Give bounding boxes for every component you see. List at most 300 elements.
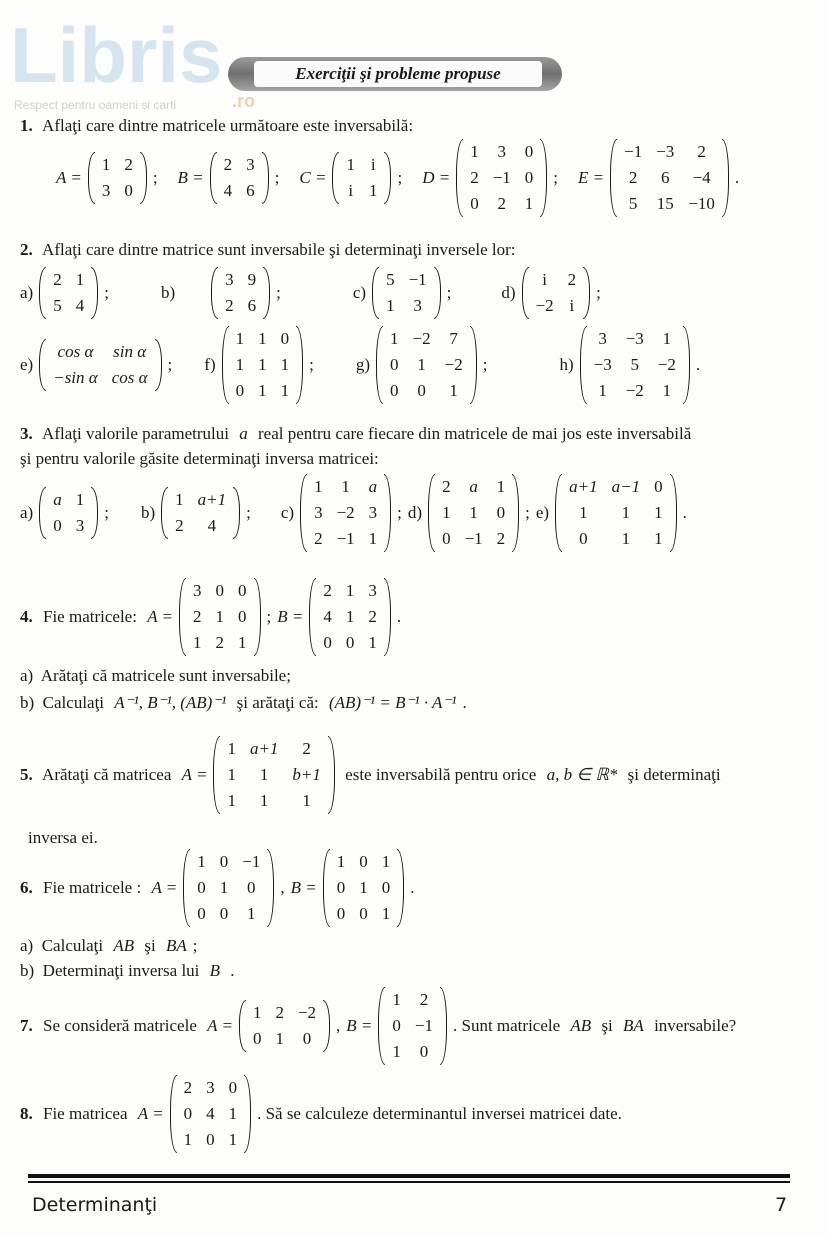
- exercise-2-row-1: [20, 267, 601, 319]
- matrix-entry: 1: [183, 1130, 193, 1149]
- exercise-3-statement-2: [20, 449, 379, 469]
- exercise-number: 8.: [20, 1104, 33, 1123]
- matrix-entry: 1: [280, 381, 290, 400]
- matrix-entry: 1: [449, 381, 458, 400]
- matrix-entry: 1: [621, 529, 631, 548]
- matrix-entry: 2: [223, 155, 233, 174]
- matrix-entry: 1: [175, 490, 184, 509]
- text: f): [204, 355, 216, 374]
- math-expression: D =: [422, 168, 451, 187]
- text: ;: [525, 503, 530, 522]
- math-expression: (AB)⁻¹ = B⁻¹ · A⁻¹: [328, 693, 457, 712]
- text: şi: [140, 936, 160, 955]
- matrix: [300, 474, 391, 552]
- exercise-5-statement: [20, 736, 721, 814]
- matrix-entry: 1: [442, 503, 451, 522]
- matrix-entry: 0: [197, 904, 206, 923]
- text: c): [352, 283, 367, 302]
- text: real pentru care fiecare din matricele de mai jos este inversabilă: [253, 424, 692, 443]
- text: şi: [597, 1016, 618, 1035]
- text: Aflaţi valorile parametrului: [38, 424, 234, 443]
- matrix-entry: 6: [661, 168, 670, 187]
- matrix: [372, 267, 441, 319]
- math-expression: A =: [181, 765, 208, 784]
- text: e): [20, 355, 34, 374]
- matrix-entry: 0: [323, 633, 332, 652]
- matrix-entry: 0: [417, 381, 426, 400]
- matrix-entry: 1: [381, 904, 391, 923]
- matrix-entry: 1: [359, 878, 368, 897]
- matrix-entry: 1: [341, 477, 350, 496]
- matrix-entry: −1: [414, 1016, 433, 1035]
- matrix: [309, 578, 391, 656]
- exercise-number: 2.: [20, 240, 33, 259]
- matrix-entry: i: [542, 270, 547, 289]
- text: şi determinaţi: [623, 765, 721, 784]
- matrix-entry: 4: [323, 607, 332, 626]
- matrix-entry: 0: [579, 529, 588, 548]
- matrix-entry: 2: [323, 581, 332, 600]
- matrix-entry: 1: [368, 529, 378, 548]
- exercise-3-statement-1: [20, 424, 691, 444]
- math-expression: B: [209, 961, 221, 980]
- text: . Sunt matricele: [452, 1016, 565, 1035]
- matrix: [456, 139, 547, 217]
- matrix-entry: i: [370, 155, 376, 174]
- matrix-entry: 0: [197, 878, 206, 897]
- text: .: [396, 607, 402, 626]
- matrix-entry: 0: [280, 329, 290, 348]
- matrix-entry: 1: [470, 142, 479, 161]
- math-expression: B =: [290, 878, 317, 897]
- matrix: [161, 487, 240, 539]
- matrix-entry: 7: [449, 329, 458, 348]
- matrix-entry: 3: [246, 155, 255, 174]
- text: a): [20, 503, 34, 522]
- matrix-entry: 2: [419, 990, 429, 1009]
- matrix-entry: 0: [359, 904, 368, 923]
- exercise-6-part-b: [20, 961, 235, 981]
- exercise-number: 5.: [20, 765, 33, 784]
- matrix-entry: 4: [206, 1104, 215, 1123]
- text: b): [160, 283, 176, 302]
- text: inversabile?: [649, 1016, 737, 1035]
- matrix-entry: 2: [275, 1003, 284, 1022]
- matrix-entry: 2: [442, 477, 451, 496]
- matrix-entry: 4: [75, 296, 85, 315]
- matrix-entry: −2: [336, 503, 355, 522]
- matrix-entry: −2: [625, 381, 644, 400]
- footer-rule-thin: [28, 1181, 790, 1183]
- matrix-entry: 1: [259, 791, 269, 810]
- matrix: [522, 267, 591, 319]
- matrix-entry: −1: [492, 168, 511, 187]
- matrix-entry: 0: [124, 181, 133, 200]
- matrix-entry: 1: [302, 791, 311, 810]
- text: ;: [446, 283, 452, 302]
- matrix-entry: 1: [524, 194, 534, 213]
- matrix-entry: 1: [259, 765, 269, 784]
- matrix-entry: 2: [302, 739, 311, 758]
- text: .: [734, 168, 740, 187]
- matrix-entry: 0: [219, 852, 229, 871]
- matrix-entry: −1: [464, 529, 483, 548]
- math-expression: E =: [578, 168, 605, 187]
- matrix-entry: 0: [442, 529, 451, 548]
- math-expression: A =: [207, 1016, 233, 1035]
- matrix-entry: −2: [657, 355, 676, 374]
- matrix-entry: 2: [215, 633, 224, 652]
- matrix-entry: 0: [345, 633, 355, 652]
- footer-rule-thick: [28, 1174, 790, 1178]
- text: ;: [246, 503, 251, 522]
- exercise-2-statement: [20, 240, 516, 260]
- exercise-3-matrices: [20, 474, 687, 552]
- math-expression: B =: [177, 168, 204, 187]
- text: b) Calculaţi: [20, 693, 109, 712]
- matrix-entry: 15: [656, 194, 674, 213]
- text: . Să se calculeze determinantul inversei matricei date.: [257, 1104, 622, 1123]
- exercise-4-part-b: [20, 693, 467, 713]
- math-expression: a, b ∈ ℝ*: [546, 765, 618, 784]
- text: Aflaţi care dintre matrice sunt inversabile şi determinaţi inversele lor:: [38, 240, 516, 259]
- matrix-entry: 0: [381, 878, 391, 897]
- text: a): [20, 283, 34, 302]
- matrix-entry: 0: [183, 1104, 193, 1123]
- matrix: [39, 339, 161, 391]
- matrix-entry: −1: [242, 852, 261, 871]
- matrix-entry: 2: [470, 168, 479, 187]
- matrix-entry: 2: [124, 155, 133, 174]
- matrix-entry: 1: [496, 477, 506, 496]
- matrix-entry: 0: [215, 581, 224, 600]
- matrix-entry: 1: [75, 490, 85, 509]
- matrix-entry: 1: [392, 990, 401, 1009]
- matrix-entry: sin α: [113, 342, 147, 361]
- matrix-entry: a: [368, 477, 378, 496]
- text: Fie matricele :: [38, 878, 146, 897]
- matrix-entry: −2: [444, 355, 463, 374]
- matrix-entry: −10: [688, 194, 715, 213]
- text: ,: [336, 1016, 341, 1035]
- matrix-entry: 0: [496, 503, 506, 522]
- matrix-entry: 1: [345, 581, 355, 600]
- matrix-entry: 0: [53, 516, 62, 535]
- matrix-entry: 3: [413, 296, 422, 315]
- text: b): [140, 503, 156, 522]
- matrix: [610, 139, 729, 217]
- text: ;: [553, 168, 559, 187]
- matrix-entry: 0: [470, 194, 479, 213]
- text: Aflaţi care dintre matricele următoare este inversabilă:: [38, 116, 414, 135]
- matrix-entry: 1: [345, 607, 355, 626]
- matrix: [39, 487, 98, 539]
- matrix: [210, 152, 269, 204]
- matrix: [213, 736, 334, 814]
- matrix-entry: a: [469, 477, 478, 496]
- matrix-entry: −2: [535, 296, 554, 315]
- matrix-entry: 1: [336, 852, 346, 871]
- matrix-entry: 2: [53, 270, 62, 289]
- text: Se consideră matricele: [38, 1016, 202, 1035]
- text: b) Determinaţi inversa lui: [20, 961, 204, 980]
- matrix-entry: 1: [654, 503, 663, 522]
- matrix-entry: a+1: [249, 739, 279, 758]
- matrix-entry: 3: [368, 581, 377, 600]
- matrix-entry: 1: [227, 765, 236, 784]
- matrix-entry: 1: [314, 477, 323, 496]
- matrix-entry: 5: [630, 355, 639, 374]
- matrix-entry: 3: [497, 142, 506, 161]
- matrix-entry: a−1: [611, 477, 641, 496]
- matrix-entry: 1: [386, 296, 395, 315]
- exercise-2-row-2: [20, 326, 700, 404]
- matrix: [179, 578, 261, 656]
- matrix-entry: 0: [390, 381, 399, 400]
- matrix-entry: 1: [368, 633, 377, 652]
- matrix-entry: 1: [235, 355, 245, 374]
- math-expression: A =: [151, 878, 178, 897]
- matrix: [555, 474, 676, 552]
- math-expression: B =: [346, 1016, 373, 1035]
- matrix-entry: 0: [247, 878, 256, 897]
- matrix-entry: i: [348, 181, 354, 200]
- math-expression: A⁻¹, B⁻¹, (AB)⁻¹: [114, 693, 227, 712]
- text: .: [682, 503, 687, 522]
- text: .: [410, 878, 415, 897]
- text: ;: [276, 283, 281, 302]
- math-expression: C =: [299, 168, 327, 187]
- matrix-entry: 5: [386, 270, 395, 289]
- watermark-suffix: .ro: [232, 91, 256, 111]
- math-expression: a: [239, 424, 248, 443]
- matrix: [211, 267, 270, 319]
- matrix-entry: 1: [258, 381, 267, 400]
- matrix-entry: 2: [193, 607, 202, 626]
- math-expression: A =: [147, 607, 173, 626]
- matrix-entry: cos α: [57, 342, 94, 361]
- matrix-entry: cos α: [111, 368, 148, 387]
- text: ;: [274, 168, 280, 187]
- matrix-entry: a: [53, 490, 62, 509]
- matrix-entry: 4: [223, 181, 233, 200]
- matrix-entry: 2: [368, 607, 377, 626]
- matrix: [323, 849, 405, 927]
- matrix-entry: 1: [258, 355, 267, 374]
- exercise-number: 3.: [20, 424, 33, 443]
- matrix-entry: 1: [621, 503, 631, 522]
- matrix-entry: 2: [567, 270, 577, 289]
- matrix: [170, 1075, 252, 1153]
- text: şi arătaţi că:: [232, 693, 323, 712]
- exercise-5-end: [28, 828, 98, 848]
- text: ;: [104, 503, 109, 522]
- matrix-entry: 1: [197, 852, 206, 871]
- text: inversa ei.: [28, 828, 98, 847]
- exercise-number: 6.: [20, 878, 33, 897]
- text: Fie matricele:: [38, 607, 142, 626]
- matrix-entry: 3: [101, 181, 111, 200]
- matrix-entry: 1: [381, 852, 391, 871]
- matrix-entry: a+1: [197, 490, 227, 509]
- exercise-4-part-a: [20, 666, 291, 686]
- section-banner: [228, 57, 562, 91]
- math-expression: BA: [623, 1016, 644, 1035]
- matrix-entry: 0: [336, 904, 346, 923]
- matrix-entry: 1: [662, 381, 672, 400]
- text: ;: [266, 607, 272, 626]
- exercise-8-statement: [20, 1075, 622, 1153]
- matrix-entry: 6: [246, 181, 255, 200]
- text: ;: [397, 503, 402, 522]
- matrix-entry: 0: [336, 878, 346, 897]
- matrix-entry: 0: [392, 1016, 401, 1035]
- exercise-number: 1.: [20, 116, 33, 135]
- matrix-entry: b+1: [292, 765, 321, 784]
- text: ;: [482, 355, 488, 374]
- matrix-entry: 1: [101, 155, 111, 174]
- text: .: [695, 355, 701, 374]
- exercise-4-matrices: [20, 578, 401, 656]
- matrix-entry: 2: [225, 296, 234, 315]
- text: ;: [192, 936, 198, 955]
- exercise-7-statement: [20, 987, 736, 1065]
- matrix-entry: 0: [206, 1130, 215, 1149]
- matrix-entry: 3: [225, 270, 234, 289]
- matrix-entry: 1: [193, 633, 202, 652]
- matrix-entry: 1: [598, 381, 607, 400]
- text: h): [559, 355, 574, 374]
- text: .: [462, 693, 467, 712]
- math-expression: A =: [137, 1104, 164, 1123]
- matrix-entry: 1: [390, 329, 399, 348]
- text: ;: [397, 168, 403, 187]
- matrix-entry: 5: [53, 296, 62, 315]
- matrix: [39, 267, 98, 319]
- matrix-entry: 0: [219, 904, 229, 923]
- matrix-entry: −3: [625, 329, 644, 348]
- text: e): [535, 503, 550, 522]
- section-title: Exerciţii şi probleme propuse: [254, 61, 542, 87]
- matrix-entry: 1: [392, 1042, 401, 1061]
- matrix-entry: 2: [183, 1078, 193, 1097]
- math-expression: BA: [165, 936, 187, 955]
- matrix-entry: 0: [238, 581, 247, 600]
- matrix-entry: 3: [206, 1078, 215, 1097]
- matrix: [88, 152, 147, 204]
- matrix-entry: 1: [75, 270, 85, 289]
- matrix-entry: −4: [692, 168, 711, 187]
- text: Arătaţi că matricea: [38, 765, 176, 784]
- matrix-entry: 0: [235, 381, 245, 400]
- matrix-entry: 0: [359, 852, 368, 871]
- matrix-entry: 1: [227, 791, 236, 810]
- matrix-entry: 1: [280, 355, 290, 374]
- matrix-entry: 1: [238, 633, 247, 652]
- text: a) Calculaţi: [20, 936, 108, 955]
- matrix-entry: 9: [247, 270, 257, 289]
- matrix-entry: −2: [412, 329, 431, 348]
- matrix-entry: 0: [252, 1029, 262, 1048]
- matrix-entry: 4: [207, 516, 217, 535]
- text: ;: [104, 283, 109, 302]
- matrix-entry: 2: [314, 529, 323, 548]
- matrix-entry: 1: [654, 529, 663, 548]
- matrix: [580, 326, 690, 404]
- matrix-entry: i: [569, 296, 575, 315]
- matrix-entry: 2: [697, 142, 706, 161]
- matrix-entry: 3: [314, 503, 323, 522]
- text: ;: [596, 283, 601, 302]
- text: a) Arătaţi că matricele sunt inversabile;: [20, 666, 291, 685]
- matrix-entry: 1: [346, 155, 355, 174]
- matrix-entry: 1: [579, 503, 588, 522]
- matrix-entry: 2: [175, 516, 184, 535]
- math-expression: A =: [56, 168, 82, 187]
- exercise-6-matrices: [20, 849, 414, 927]
- text: şi pentru valorile găsite determinaţi inversa matricei:: [20, 449, 379, 468]
- matrix-entry: −1: [336, 529, 355, 548]
- exercise-6-part-a: [20, 936, 197, 956]
- matrix-entry: 0: [419, 1042, 429, 1061]
- watermark-logo: Libris: [10, 11, 223, 99]
- matrix-entry: 0: [654, 477, 663, 496]
- math-expression: B =: [277, 607, 304, 626]
- matrix-entry: 5: [628, 194, 638, 213]
- matrix-entry: 0: [524, 168, 534, 187]
- matrix-entry: 1: [228, 1104, 238, 1123]
- matrix-entry: 2: [496, 529, 506, 548]
- matrix-entry: 3: [598, 329, 607, 348]
- matrix-entry: 1: [258, 329, 267, 348]
- matrix-entry: −1: [408, 270, 427, 289]
- matrix: [376, 326, 477, 404]
- math-expression: AB: [113, 936, 135, 955]
- matrix: [222, 326, 304, 404]
- matrix: [378, 987, 447, 1065]
- text: ;: [309, 355, 314, 374]
- matrix-entry: 1: [228, 1130, 238, 1149]
- text: ,: [280, 878, 285, 897]
- matrix-entry: 3: [193, 581, 202, 600]
- matrix-entry: 3: [75, 516, 85, 535]
- matrix-entry: 1: [235, 329, 245, 348]
- matrix: [332, 152, 391, 204]
- text: d): [407, 503, 423, 522]
- matrix-entry: 1: [247, 904, 256, 923]
- matrix-entry: 3: [368, 503, 378, 522]
- matrix-entry: 2: [628, 168, 638, 187]
- matrix-entry: 1: [252, 1003, 262, 1022]
- matrix-entry: 1: [417, 355, 426, 374]
- exercise-1-matrices: [56, 139, 739, 217]
- matrix-entry: 6: [247, 296, 257, 315]
- matrix-entry: a+1: [569, 477, 598, 496]
- text: Fie matricea: [38, 1104, 132, 1123]
- exercise-number: 7.: [20, 1016, 33, 1035]
- page-number: 7: [775, 1194, 788, 1216]
- text: c): [280, 503, 295, 522]
- matrix: [239, 1000, 330, 1052]
- matrix-entry: 1: [662, 329, 672, 348]
- matrix-entry: 0: [228, 1078, 238, 1097]
- matrix-entry: 1: [368, 181, 378, 200]
- matrix-entry: 2: [497, 194, 506, 213]
- matrix-entry: 0: [302, 1029, 312, 1048]
- matrix-entry: 1: [215, 607, 224, 626]
- matrix-entry: −sin α: [53, 368, 98, 387]
- matrix-entry: 0: [390, 355, 399, 374]
